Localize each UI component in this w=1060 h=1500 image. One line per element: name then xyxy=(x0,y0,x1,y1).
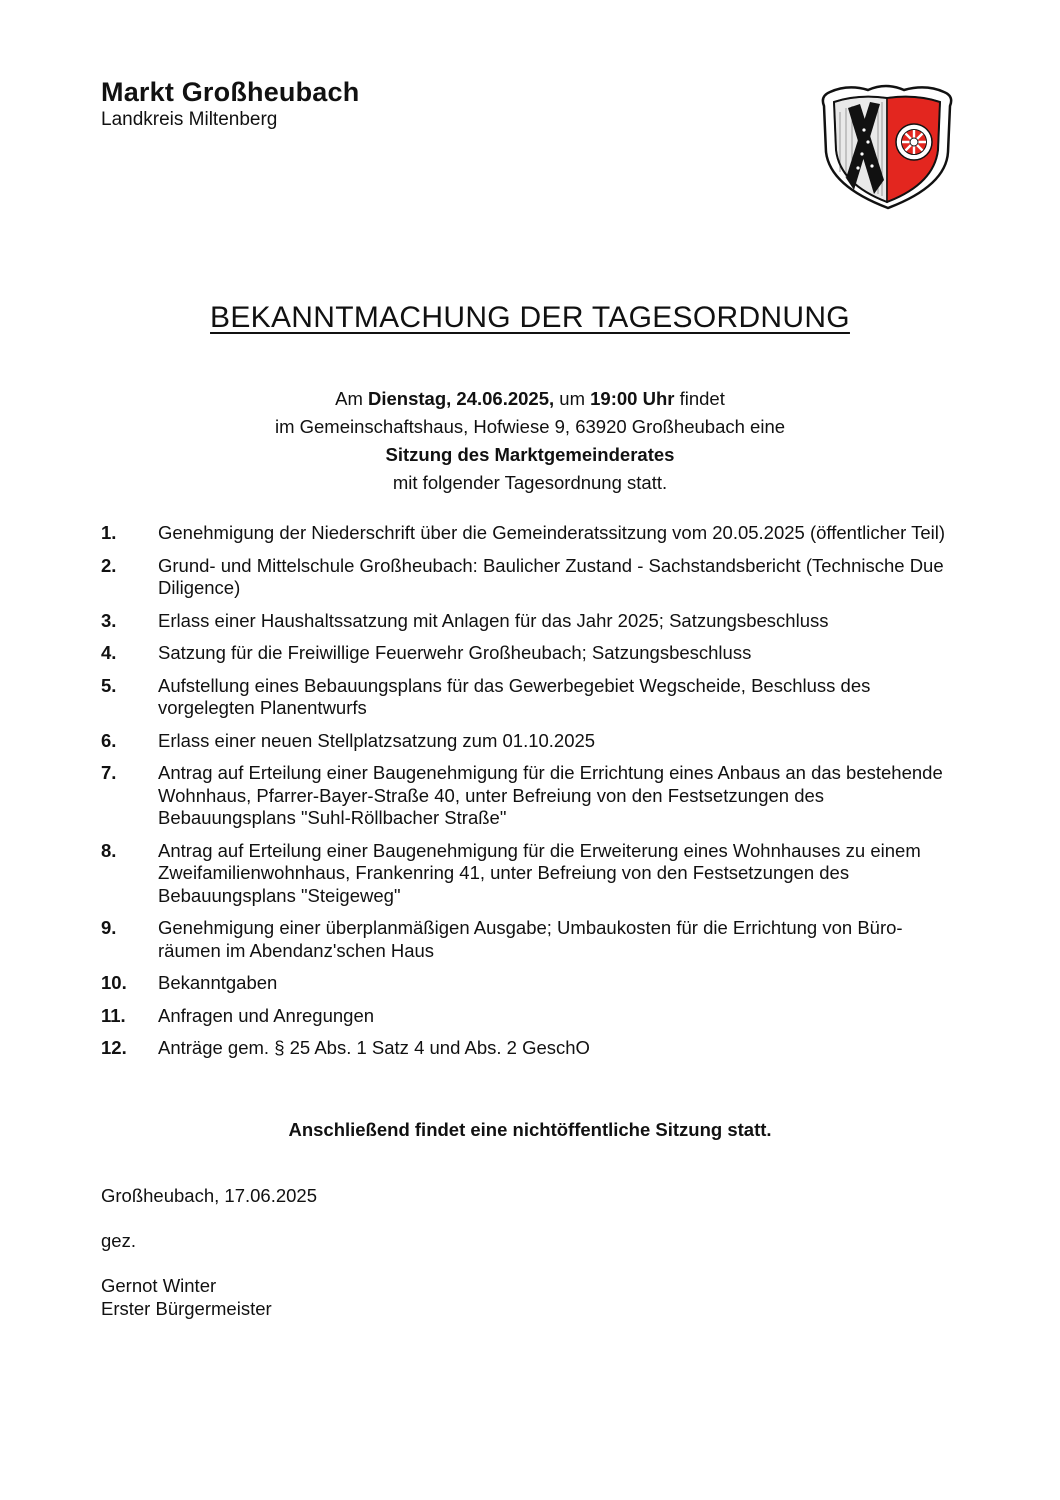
agenda-item xyxy=(101,610,961,633)
intro-prefix: Am xyxy=(335,388,369,409)
agenda-item-number: 10. xyxy=(101,972,127,993)
document-title xyxy=(0,298,1060,338)
agenda-item-text: Genehmigung der Niederschrift über die Gemeinderatssitzung vom 20.05.2025 (öffentlicher Teil) xyxy=(158,522,946,543)
agenda-item xyxy=(101,1005,961,1028)
agenda-item-number: 2. xyxy=(101,554,117,576)
place-and-date: Großheubach, 17.06.2025 xyxy=(101,1185,317,1206)
agenda-item-number: 11. xyxy=(101,1004,126,1026)
agenda-item xyxy=(101,917,961,962)
intro-suffix: findet xyxy=(674,388,725,409)
agenda-item-number: 9. xyxy=(101,917,117,938)
signatory-role: Erster Bürgermeister xyxy=(101,1298,272,1319)
signed-note: gez. xyxy=(101,1230,136,1251)
agenda-item-text: Satzung für die Freiwillige Feuerwehr Großheubach; Satzungsbeschluss xyxy=(158,642,752,663)
agenda-item xyxy=(101,762,961,830)
agenda-item-text: Antrag auf Erteilung einer Baugenehmigung für die Errichtung eines Anbaus an das bestehende Wohnhaus, Pfarrer-Bayer-Straße 40, unter Befreiung von den Festsetzungen des Bebauungsplans "Suhl-Röllbacher Straße" xyxy=(158,762,943,828)
intro-agenda-note: mit folgender Tagesordnung statt. xyxy=(392,472,668,493)
agenda-item-number: 6. xyxy=(101,729,117,751)
agenda-item-text: Erlass einer Haushaltssatzung mit Anlagen für das Jahr 2025; Satzungsbeschluss xyxy=(158,609,829,631)
signatory-name: Gernot Winter xyxy=(101,1275,217,1296)
agenda-item xyxy=(101,730,961,753)
agenda-item-text: Antrag auf Erteilung einer Baugenehmigung für die Erweiterung eines Wohnhauses zu einem Zweifamilienwohnhaus, Frankenring 41, unter Befreiung von den Festsetzungen des Bebauungsplans "Steigeweg" xyxy=(158,839,921,906)
agenda-item-number: 4. xyxy=(101,642,117,663)
agenda-item-number: 12. xyxy=(101,1037,127,1058)
meeting-type xyxy=(0,441,1060,469)
agenda-item xyxy=(101,522,961,545)
intro-line-date xyxy=(0,385,1060,413)
district-name: Landkreis Miltenberg xyxy=(101,109,278,130)
agenda-item-text: Anfragen und Anregungen xyxy=(158,1004,375,1026)
agenda-item-number: 7. xyxy=(101,762,117,783)
meeting-location: im Gemeinschaftshaus, Hofwiese 9, 63920 Großheubach eine xyxy=(274,416,786,437)
meeting-time: 19:00 Uhr xyxy=(590,388,675,409)
agenda-item xyxy=(101,1037,961,1060)
agenda-item-text: Erlass einer neuen Stellplatzsatzung zum 01.10.2025 xyxy=(158,729,596,751)
intro-mid: um xyxy=(554,388,591,409)
agenda-item xyxy=(101,840,961,908)
meeting-type-text: Sitzung des Marktgemeinderates xyxy=(385,444,675,465)
signature-block xyxy=(101,1184,317,1320)
agenda-item-number: 5. xyxy=(101,674,117,696)
closing-note: Anschließend findet eine nichtöffentliche Sitzung statt. xyxy=(288,1119,772,1140)
agenda-item xyxy=(101,972,961,995)
agenda-item-number: 1. xyxy=(101,522,117,543)
agenda-item-text: Bekanntgaben xyxy=(158,972,278,993)
agenda-item-number: 8. xyxy=(101,839,117,861)
agenda-item-text: Grund- und Mittelschule Großheubach: Baulicher Zustand - Sachstandsbericht (Technische Due Diligence) xyxy=(158,554,944,598)
meeting-intro xyxy=(0,385,1060,497)
agenda-list xyxy=(101,522,961,1070)
letterhead xyxy=(101,76,359,132)
agenda-item-text: Anträge gem. § 25 Abs. 1 Satz 4 und Abs. 2 GeschO xyxy=(158,1037,590,1058)
agenda-item-text: Genehmigung einer überplanmäßigen Ausgabe; Umbaukosten für die Errichtung von Büroräumen im Abendanz'schen Haus xyxy=(158,917,903,961)
meeting-date: Dienstag, 24.06.2025, xyxy=(368,388,555,409)
agenda-item-text: Aufstellung eines Bebauungsplans für das Gewerbegebiet Wegscheide, Beschluss des vorgelegten Planentwurfs xyxy=(158,674,871,718)
agenda-item xyxy=(101,675,961,720)
agenda-item xyxy=(101,642,961,665)
agenda-item xyxy=(101,555,961,600)
document-title-text: BEKANNTMACHUNG DER TAGESORDNUNG xyxy=(210,301,850,334)
coat-of-arms-icon xyxy=(818,82,956,212)
agenda-item-number: 3. xyxy=(101,609,117,631)
municipality-name: Markt Großheubach xyxy=(101,77,360,107)
